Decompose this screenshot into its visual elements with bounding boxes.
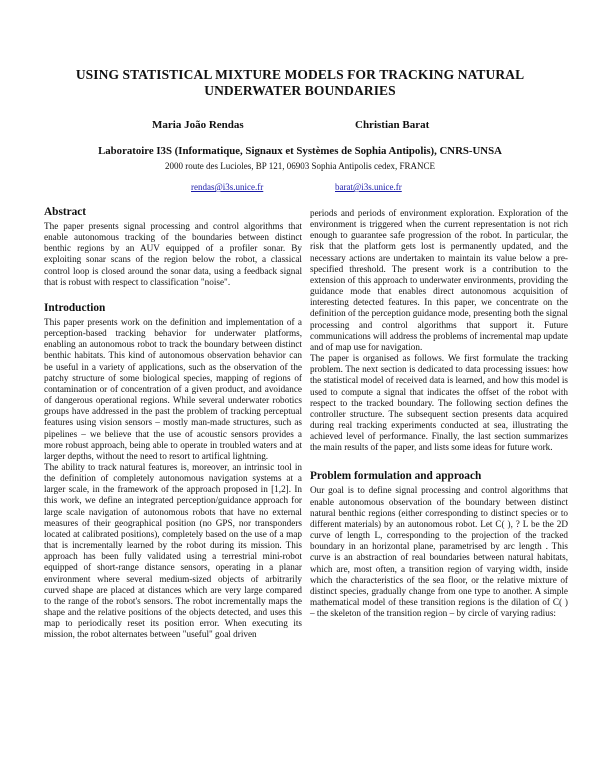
author-2: Christian Barat	[355, 119, 430, 131]
left-column	[44, 206, 302, 640]
intro-paragraph-2: The ability to track natural features is, moreover, an intrinsic tool in the definition of completely autonomous navigation systems at a larger scale, in the framework of the approach proposed in [1,2]. In this work, we define an integrated perception/guidance approach for large scale navigation of autonomous robots that have no external measures of their geographical position (no GPS, nor transponders located at calibrated positions), completely based on the use of a map that is incrementally learned by the robot during its mission. This approach has been fully validated using a terrestrial mini-robot equipped of short-range distance sensors, operating in a planar environment where several medium-sized objects of arbitrarily curved shape are placed at distances which are very large compared to the range of the robot's sensors. The robot incrementally maps the shape and the relative positions of the objects detected, and uses this map to periodically reset its position error. When executing its mission, the robot alternates between "useful" goal driven	[44, 461, 302, 640]
title-line-2: UNDERWATER BOUNDARIES	[204, 83, 396, 98]
title-line-1: USING STATISTICAL MIXTURE MODELS FOR TRACKING NATURAL	[75, 67, 525, 82]
intro-paragraph-3: periods and periods of environment exploration. Exploration of the environment is triggered when the current representation is not rich enough to guarantee safe progression of the robot. In particular, the risk that the platform gets lost is permanently updated, and the necessary actions are undertaken to maintain its value below a pre-specified threshold. The present work is a contribution to the extension of this approach to underwater environments, providing the guidance mode that enables direct autonomous acquisition of interesting detected features. In this paper, we concentrate on the definition of the perception guidance mode, presenting both the signal processing and control algorithms that support it. Future communications will address the problems of incremental map update and of map use for navigation.	[310, 208, 568, 352]
abstract-heading: Abstract	[44, 206, 87, 218]
intro-paragraph-4: The paper is organised as follows. We first formulate the tracking problem. The next section is dedicated to data processing issues: how the statistical model of received data is learned, and how this model is used to compute a signal that indicates the offset of the robot with respect to the tracked boundary. The following section defines the controller structure. The subsequent section presents data acquired during real tracking experiments conducted at sea, illustrating the achieved level of performance. Finally, the last section summarizes the main results of the paper, and lists some ideas for future work.	[310, 353, 568, 453]
right-column	[310, 208, 568, 619]
author-1: Maria João Rendas	[152, 119, 244, 131]
email-link-rendas[interactable]: rendas@i3s.unice.fr	[191, 182, 264, 192]
problem-heading: Problem formulation and approach	[310, 470, 482, 483]
intro-paragraph-1: This paper presents work on the definition and implementation of a perception-based tracking behavior for underwater platforms, enabling an autonomous robot to track the boundary between distinct benthic habitats. This kind of autonomous observation behavior can be useful in a variety of applications, such as the observation of the patchy structure of some biological species, mapping of regions of contamination or of concentration of a given product, and avoidance of dangerous operational regions. While several underwater robotics groups have addressed in the past the problem of tracking perceptual features using vision sensors – mostly man-made structures, such as pipelines – we believe that the use of acoustic sensors provides a more robust approach, being able to operate in troubled waters and at larger depths, without the need to resort to artifical lightning.	[44, 316, 302, 461]
problem-paragraph-1: Our goal is to define signal processing and control algorithms that enable autonomous observation of the boundary between distinct natural benthic regions (either corresponding to distinct species or to different materials) by an autonomous robot. Let C( ), ? L be the 2D curve of length L, corresponding to the projection of the tracked boundary in an horizontal plane, parametrised by arc length . This curve is an abstraction of real boundaries between natural habitats, which are, most often, a transition region of varying width, inside which the characteristics of the sea floor, or the relative mixture of distinct species, gradually change from one type to another. A simple mathematical model of these transition regions is the dilation of C( ) – the skeleton of the transition region – by circle of varying radius:	[310, 485, 568, 619]
affiliation: Laboratoire I3S (Informatique, Signaux et Systèmes de Sophia Antipolis), CNRS-UNSA	[98, 145, 502, 157]
address: 2000 route des Lucioles, BP 121, 06903 Sophia Antipolis cedex, FRANCE	[165, 161, 435, 171]
email-link-barat[interactable]: barat@i3s.unice.fr	[335, 182, 402, 192]
abstract-text: The paper presents signal processing and control algorithms that enable autonomous tracking of the boundaries between distinct benthic regions by an AUV equipped of a profiler sonar. By exploiting sonar scans of the region below the robot, a classical control loop is closed around the sonar data, using a feedback signal that is robust with respect to classification "noise".	[44, 221, 302, 287]
paper-title	[40, 67, 560, 99]
introduction-heading: Introduction	[44, 301, 106, 314]
